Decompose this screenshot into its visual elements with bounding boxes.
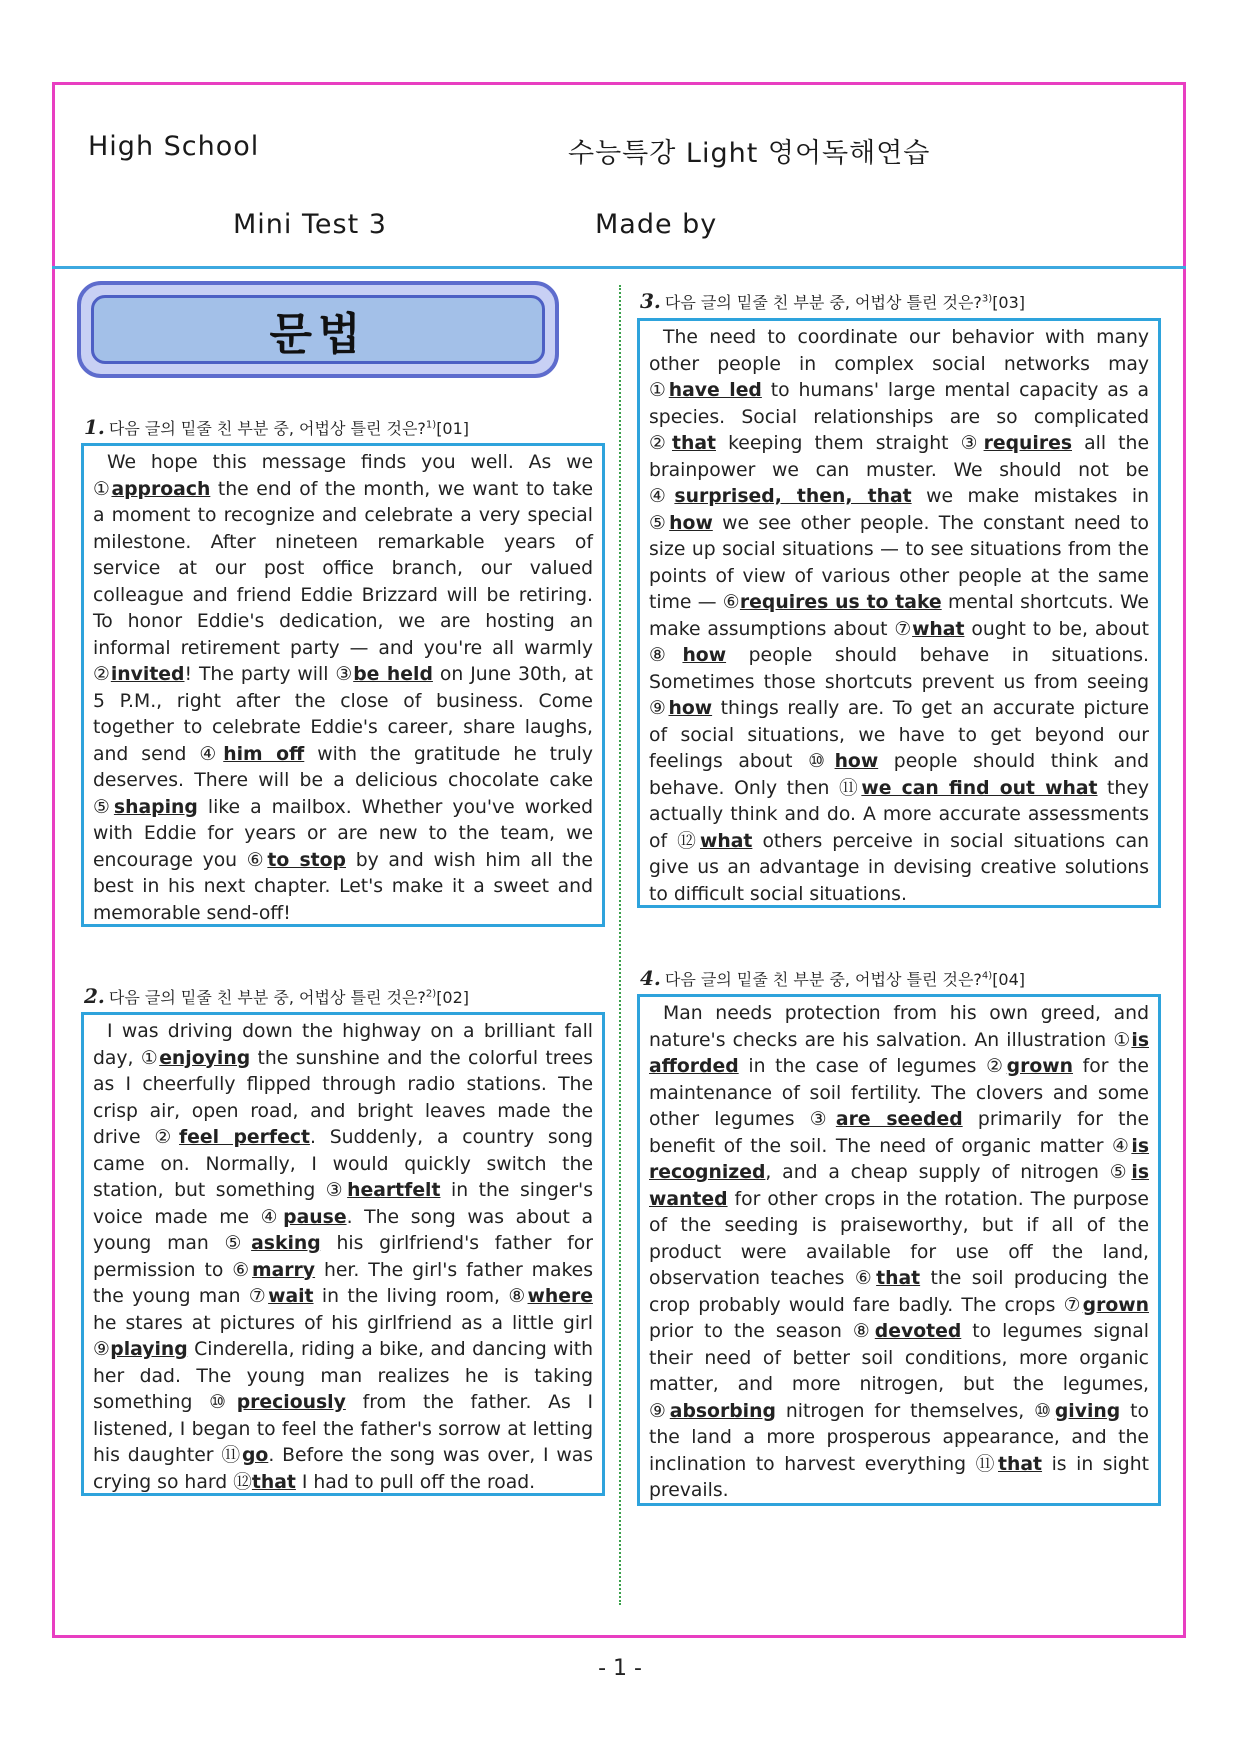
footnote-mark: 4) xyxy=(981,970,993,982)
passage-segment: in the living room, ⑧ xyxy=(313,1286,528,1307)
underlined-choice: what xyxy=(912,618,965,640)
underlined-choice: is recognized xyxy=(649,1135,1149,1183)
question-code: [03] xyxy=(992,293,1026,312)
underlined-choice: is afforded xyxy=(649,1029,1149,1077)
question-prompt: 다음 글의 밑줄 친 부분 중, 어법상 틀린 것은? xyxy=(108,419,426,438)
underlined-choice: that xyxy=(998,1453,1043,1475)
passage-segment: Man needs protection from his own greed, and nature's checks are his salvation. An illustration ① xyxy=(649,1003,1149,1051)
made-by-label: Made by xyxy=(595,209,718,240)
underlined-choice: how xyxy=(834,751,879,772)
passage-segment: for the maintenance of soil fertility. The clovers and some other legumes ③ xyxy=(649,1056,1149,1130)
passage-segment: to humans' large mental capacity as a species. Social relationships are so complicated ② xyxy=(649,380,1149,454)
passage-segment: . Suddenly, a country song came on. Normally, I would quickly switch the station, but something ③ xyxy=(93,1127,593,1201)
passage-segment: he stares at pictures of his girlfriend as a little girl ⑨ xyxy=(93,1312,593,1360)
passage-segment: the sunshine and the colorful trees as I cheerfully flipped through radio stations. The crisp air, open road, and bright leaves made the drive ② xyxy=(93,1047,593,1148)
question-1-passage xyxy=(81,443,605,927)
underlined-choice: heartfelt xyxy=(347,1180,441,1201)
passage-segment: people should behave in situations. Sometimes those shortcuts prevent us from seeing ⑨ xyxy=(649,645,1149,719)
passage-segment: prior to the season ⑧ xyxy=(649,1321,875,1342)
question-3-header xyxy=(640,289,1025,313)
question-2-header xyxy=(84,984,469,1008)
passage-segment: we see other people. The constant need to size up social situations — to see situations from the points of view of various other people at the same time — ⑥ xyxy=(649,512,1149,613)
passage-segment: for other crops in the rotation. The purpose of the seeding is praiseworthy, but if all of the product were available for use off the land, observation teaches ⑥ xyxy=(649,1188,1149,1289)
question-prompt: 다음 글의 밑줄 친 부분 중, 어법상 틀린 것은? xyxy=(664,293,982,312)
header-divider xyxy=(52,266,1186,269)
passage-segment: ! The party will ③ xyxy=(184,664,354,685)
question-code: [02] xyxy=(436,988,470,1007)
column-divider xyxy=(619,285,621,1605)
underlined-choice: enjoying xyxy=(159,1047,251,1069)
passage-segment: they actually think and do. A more accurate assessments of ⑫ xyxy=(649,777,1149,852)
underlined-choice: playing xyxy=(110,1339,188,1360)
question-4-passage xyxy=(637,994,1161,1506)
underlined-choice: surprised, then, that xyxy=(674,486,912,507)
passage-segment: I was driving down the highway on a brilliant fall day, ① xyxy=(93,1021,593,1069)
passage-segment: , and a cheap supply of nitrogen ⑤ xyxy=(765,1162,1132,1183)
passage-segment: with the gratitude he truly deserves. There will be a delicious chocolate cake ⑤ xyxy=(93,743,593,818)
passage-segment: we make mistakes in ⑤ xyxy=(649,486,1149,534)
underlined-choice: marry xyxy=(252,1259,316,1281)
section-badge-label: 문법 xyxy=(269,308,367,360)
passage-segment: keeping them straight ③ xyxy=(716,433,984,454)
underlined-choice: how xyxy=(669,512,713,534)
passage-segment: ought to be, about ⑧ xyxy=(649,618,1150,666)
underlined-choice: approach xyxy=(111,478,211,500)
underlined-choice: how xyxy=(668,698,713,719)
passage-segment: I had to pull off the road. xyxy=(295,1471,536,1493)
passage-segment: mental shortcuts. We make assumptions about ⑦ xyxy=(649,592,1149,640)
question-code: [04] xyxy=(992,970,1026,989)
underlined-choice: absorbing xyxy=(669,1400,776,1422)
question-number: 3. xyxy=(640,289,661,313)
underlined-choice: where xyxy=(527,1286,593,1307)
underlined-choice: we can find out what xyxy=(861,777,1098,799)
question-1-header xyxy=(84,415,469,439)
underlined-choice: invited xyxy=(110,664,185,685)
underlined-choice: devoted xyxy=(874,1321,962,1342)
question-number: 4. xyxy=(640,966,661,990)
passage-segment: in the singer's voice made me ④ xyxy=(93,1180,593,1228)
underlined-choice: grown xyxy=(1082,1294,1149,1316)
underlined-choice: go xyxy=(241,1445,269,1466)
passage-text xyxy=(93,450,593,927)
underlined-choice: asking xyxy=(251,1233,321,1254)
passage-segment: like a mailbox. Whether you've worked with Eddie for years or are new to the team, we encourage you ⑥ xyxy=(93,796,594,871)
passage-segment: from the father. As I listened, I began to feel the father's sorrow at letting his daughter ⑪ xyxy=(93,1392,593,1466)
school-label: High School xyxy=(88,131,260,162)
underlined-choice: him off xyxy=(223,743,305,765)
underlined-choice: that xyxy=(251,1471,296,1493)
passage-text xyxy=(649,325,1149,908)
underlined-choice: be held xyxy=(353,664,433,685)
passage-segment: the soil producing the crop probably would fare badly. The crops ⑦ xyxy=(649,1268,1149,1316)
underlined-choice: have led xyxy=(668,380,762,401)
underlined-choice: giving xyxy=(1054,1400,1121,1422)
question-code: [01] xyxy=(436,419,470,438)
passage-segment: by and wish him all the best in his next chapter. Let's make it a sweet and memorable send-off! xyxy=(93,849,593,924)
footnote-mark: 3) xyxy=(981,293,993,305)
section-badge xyxy=(77,281,559,378)
question-number: 1. xyxy=(84,415,105,439)
passage-text xyxy=(93,1019,593,1496)
underlined-choice: is wanted xyxy=(649,1162,1149,1210)
underlined-choice: are seeded xyxy=(835,1109,963,1130)
footnote-mark: 2) xyxy=(425,988,437,1000)
passage-segment: her. The girl's father makes the young man ⑦ xyxy=(93,1259,594,1307)
page-number: - 1 - xyxy=(598,1656,642,1681)
passage-segment: the end of the month, we want to take a moment to recognize and celebrate a very special milestone. After nineteen remarkable years of service at our post office branch, our valued colleague and friend Eddie Brizzard will be retiring. To honor Eddie's dedication, we are hosting an informal retirement party — and you're all warmly ② xyxy=(93,478,593,685)
question-prompt: 다음 글의 밑줄 친 부분 중, 어법상 틀린 것은? xyxy=(664,970,982,989)
passage-segment: people should think and behave. Only then ⑪ xyxy=(649,751,1149,799)
passage-segment: things really are. To get an accurate picture of social situations, we have to get beyond our feelings about ⑩ xyxy=(649,698,1149,772)
passage-segment: The need to coordinate our behavior with many other people in complex social networks may ① xyxy=(649,327,1149,401)
passage-segment: Cinderella, riding a bike, and dancing with her dad. The young man realizes he is taking something ⑩ xyxy=(93,1339,593,1413)
passage-segment: to the land a more prosperous appearance, and the inclination to harvest everything ⑪ xyxy=(649,1400,1149,1475)
underlined-choice: how xyxy=(682,645,727,666)
question-4-header xyxy=(640,966,1025,990)
passage-text xyxy=(649,1001,1149,1505)
passage-segment: We hope this message finds you well. As we ① xyxy=(93,452,593,500)
passage-segment: to legumes signal their need of better soil conditions, more organic matter, and more nitrogen, but the legumes, ⑨ xyxy=(649,1321,1149,1422)
underlined-choice: grown xyxy=(1006,1056,1074,1077)
passage-segment: . The song was about a young man ⑤ xyxy=(93,1206,593,1254)
passage-segment: in the case of legumes ② xyxy=(738,1056,1007,1077)
underlined-choice: wait xyxy=(268,1286,314,1307)
underlined-choice: that xyxy=(876,1268,921,1289)
passage-segment: all the brainpower we can muster. We should not be ④ xyxy=(649,433,1149,507)
passage-segment: . Before the song was over, I was crying so hard ⑫ xyxy=(93,1445,593,1493)
question-2-passage xyxy=(81,1012,605,1496)
underlined-choice: to stop xyxy=(267,849,346,871)
underlined-choice: shaping xyxy=(113,796,198,818)
passage-segment: on June 30th, at 5 P.M., right after the close of business. Come together to celebrate Eddie's career, share laughs, and send ④ xyxy=(93,664,594,765)
passage-segment: his girlfriend's father for permission to ⑥ xyxy=(93,1233,593,1281)
underlined-choice: pause xyxy=(283,1206,347,1228)
underlined-choice: requires xyxy=(983,433,1073,454)
underlined-choice: preciously xyxy=(236,1392,346,1413)
question-3-passage xyxy=(637,318,1161,908)
test-title: Mini Test 3 xyxy=(233,209,387,240)
underlined-choice: what xyxy=(700,830,753,852)
question-prompt: 다음 글의 밑줄 친 부분 중, 어법상 틀린 것은? xyxy=(108,988,426,1007)
passage-segment: others perceive in social situations can give us an advantage in devising creative solutions to difficult social situations. xyxy=(649,830,1149,905)
question-number: 2. xyxy=(84,984,105,1008)
underlined-choice: requires us to take xyxy=(739,592,942,613)
underlined-choice: that xyxy=(671,433,716,454)
passage-segment: is in sight prevails. xyxy=(649,1453,1149,1501)
book-title: 수능특강 Light 영어독해연습 xyxy=(568,138,931,169)
passage-segment: primarily for the benefit of the soil. The need of organic matter ④ xyxy=(649,1109,1150,1157)
underlined-choice: feel perfect xyxy=(179,1127,310,1148)
footnote-mark: 1) xyxy=(425,419,437,431)
passage-segment: nitrogen for themselves, ⑩ xyxy=(775,1400,1055,1422)
